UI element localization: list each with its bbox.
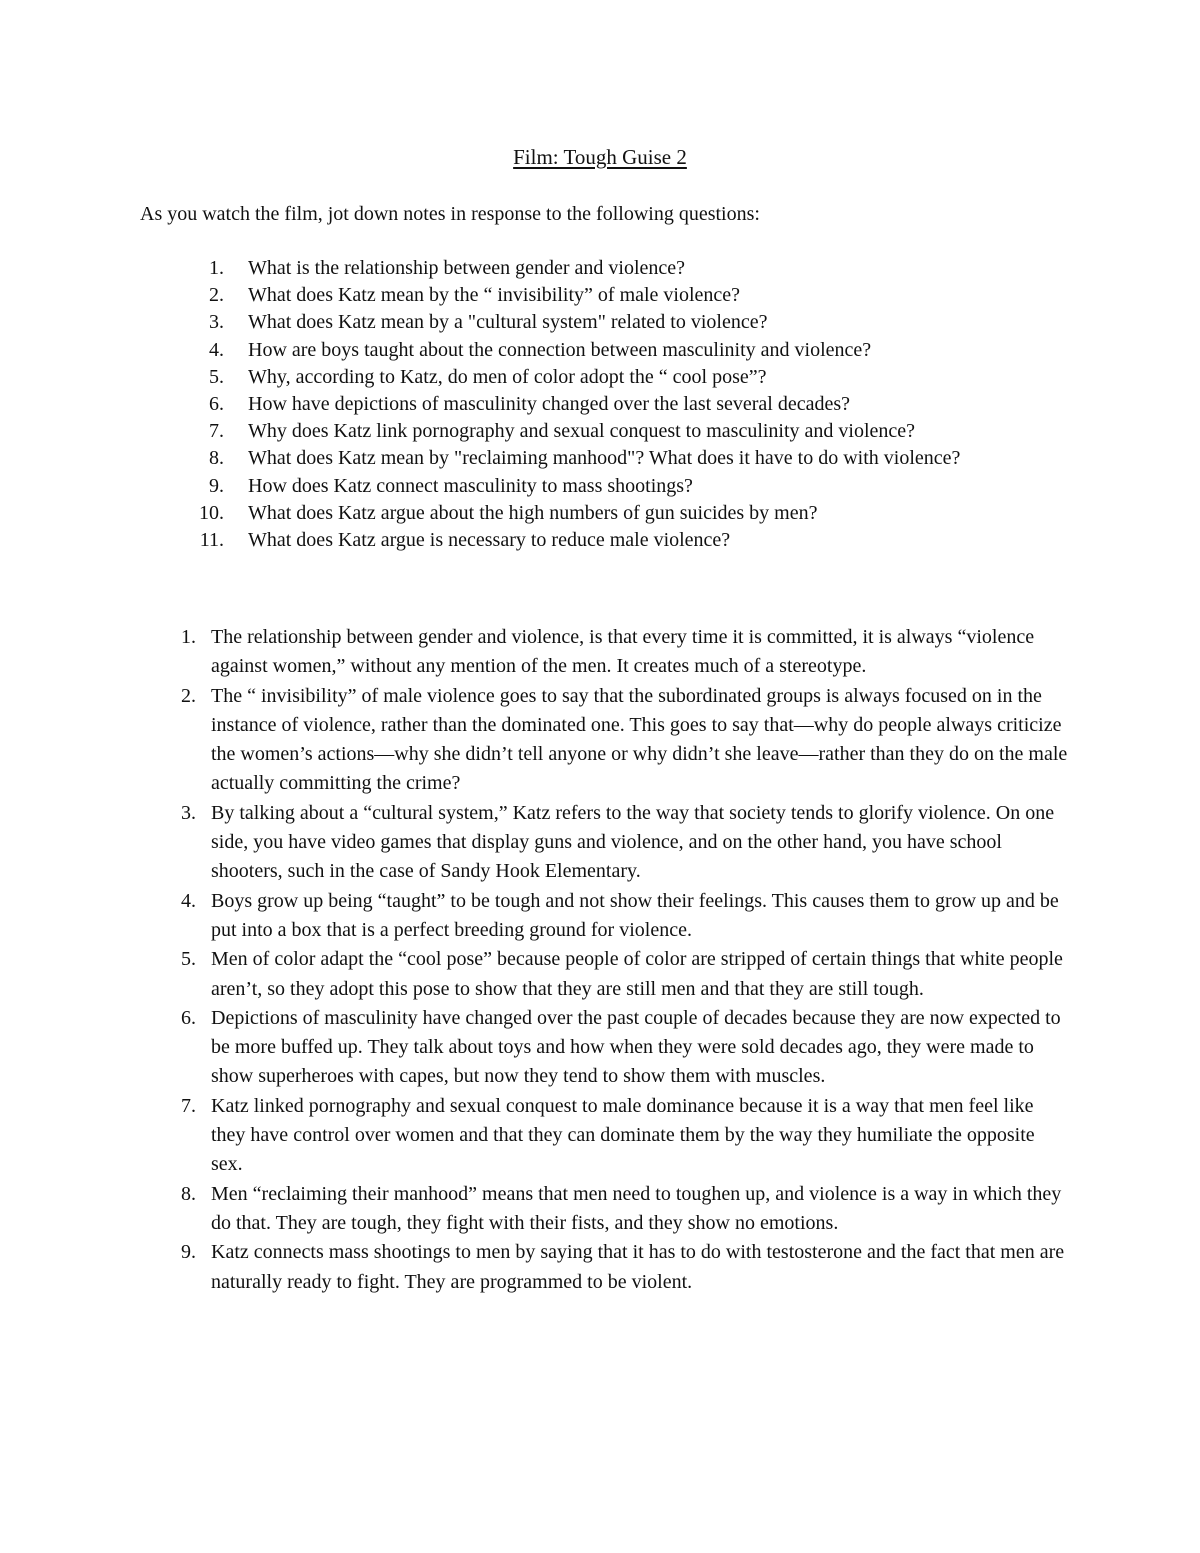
answer-number: 8. <box>181 1182 196 1205</box>
question-number: 8. <box>209 447 224 470</box>
question-number: 5. <box>209 365 224 388</box>
question-item <box>180 445 1060 472</box>
question-item <box>180 391 1060 418</box>
question-number: 4. <box>209 338 224 361</box>
answer-text: Men “reclaiming their manhood” means that men need to toughen up, and violence is a way in which they do that. They are tough, they fight with their fists, and they show no emotions. <box>211 1182 1062 1234</box>
answer-item <box>140 945 1070 1004</box>
question-text: How does Katz connect masculinity to mass shootings? <box>248 474 693 497</box>
questions-list <box>180 255 1060 554</box>
answer-text: Katz linked pornography and sexual conquest to male dominance because it is a way that men feel like they have control over women and that they can dominate them by the way they humiliate the opposite sex. <box>211 1094 1035 1176</box>
question-text: What does Katz mean by the “ invisibility” of male violence? <box>248 284 741 307</box>
answer-text: By talking about a “cultural system,” Katz refers to the way that society tends to glorify violence. On one side, you have video games that display guns and violence, and on the other hand, you have school shooters, such in the case of Sandy Hook Elementary. <box>211 801 1055 883</box>
question-item <box>180 337 1060 364</box>
answer-text: Katz connects mass shootings to men by saying that it has to do with testosterone and the fact that men are naturally ready to fight. They are programmed to be violent. <box>211 1241 1065 1293</box>
answer-item <box>140 623 1070 682</box>
question-text: What is the relationship between gender and violence? <box>248 257 686 279</box>
answer-text: Depictions of masculinity have changed over the past couple of decades because they are now expected to be more buffed up. They talk about toys and how when they were sold decades ago, they were made to show superheroes with capes, but now they tend to show them with muscles. <box>211 1006 1061 1088</box>
answers-list <box>140 623 1070 1297</box>
question-item <box>180 418 1060 445</box>
question-item <box>180 309 1060 336</box>
question-text: Why, according to Katz, do men of color adopt the “ cool pose”? <box>248 365 767 388</box>
question-text: What does Katz argue about the high numbers of gun suicides by men? <box>248 501 818 524</box>
question-item <box>180 473 1060 500</box>
answer-number: 2. <box>181 684 196 707</box>
question-text: What does Katz mean by a "cultural system" related to violence? <box>248 311 768 334</box>
question-text: What does Katz mean by "reclaiming manhood"? What does it have to do with violence? <box>248 447 961 470</box>
answer-number: 7. <box>181 1094 196 1117</box>
question-number: 1. <box>209 257 224 279</box>
question-item <box>180 255 1060 282</box>
question-number: 3. <box>209 311 224 334</box>
answer-item <box>140 1092 1070 1180</box>
question-text: Why does Katz link pornography and sexual conquest to masculinity and violence? <box>248 420 916 443</box>
answer-item <box>140 887 1070 946</box>
answer-item <box>140 1004 1070 1092</box>
answer-number: 4. <box>181 889 196 912</box>
question-item <box>180 282 1060 309</box>
question-text: What does Katz argue is necessary to reduce male violence? <box>248 529 731 552</box>
answer-item <box>140 1180 1070 1239</box>
question-number: 7. <box>209 420 224 443</box>
question-text: How have depictions of masculinity changed over the last several decades? <box>248 393 851 416</box>
answer-number: 5. <box>181 948 196 971</box>
answer-text: Men of color adapt the “cool pose” because people of color are stripped of certain things that white people aren’t, so they adopt this pose to show that they are still men and that they are still tough. <box>211 948 1063 1000</box>
answer-number: 1. <box>181 626 196 648</box>
question-item <box>180 364 1060 391</box>
question-text: How are boys taught about the connection between masculinity and violence? <box>248 338 872 361</box>
document-title: Film: Tough Guise 2 <box>513 145 687 169</box>
answer-text: Boys grow up being “taught” to be tough and not show their feelings. This causes them to grow up and be put into a box that is a perfect breeding ground for violence. <box>211 889 1059 941</box>
answer-text: The relationship between gender and violence, is that every time it is committed, it is always “violence against women,” without any mention of the men. It creates much of a stereotype. <box>211 626 1035 678</box>
instructions-text: As you watch the film, jot down notes in response to the following questions: <box>140 203 760 225</box>
answer-item <box>140 799 1070 887</box>
question-number: 9. <box>209 474 224 497</box>
answer-text: The “ invisibility” of male violence goes to say that the subordinated groups is always focused on in the instance of violence, rather than the dominated one. This goes to say that—why do people always criticize the women’s actions—why she didn’t tell anyone or why didn’t she leave—rather than they do on the male actually committing the crime? <box>211 684 1068 795</box>
question-item <box>180 527 1060 554</box>
answer-number: 3. <box>181 801 196 824</box>
answer-item <box>140 682 1070 799</box>
question-number: 10. <box>199 501 224 524</box>
question-number: 6. <box>209 393 224 416</box>
answer-number: 6. <box>181 1006 196 1029</box>
question-number: 2. <box>209 284 224 307</box>
question-number: 11. <box>199 529 224 552</box>
answer-number: 9. <box>181 1241 196 1264</box>
answer-item <box>140 1238 1070 1297</box>
question-item <box>180 500 1060 527</box>
